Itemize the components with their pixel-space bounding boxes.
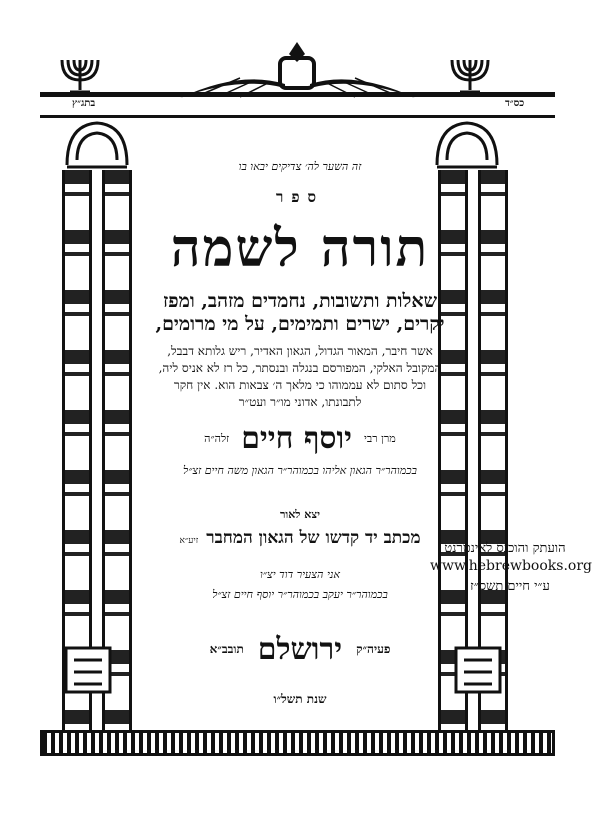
header-left-corner: בתג״ץ xyxy=(72,98,96,109)
para-line-3: וכל סתום לא עממוהו כי מלאך ה׳ צבאות הוא. אין חקר xyxy=(173,378,427,392)
subtitle-line-1: שאלות ותשובות, נחמדים מזהב, ומפז xyxy=(162,290,438,312)
left-column-base xyxy=(62,640,114,700)
para-line-2: המקובל האלקי, המפורסם בנגלה ובנסתר, כל רז לא אניס ליה, xyxy=(158,361,442,375)
publisher-suffix: תובב״א xyxy=(209,642,244,656)
manuscript-suffix: זיע״א xyxy=(179,536,199,546)
sefer-label: ספר xyxy=(275,188,325,206)
published-label: יצא לאור xyxy=(280,508,320,521)
year-line: שנת תשל״ו xyxy=(273,692,327,706)
watermark-url: www.hebrewbooks.org xyxy=(430,558,592,574)
top-verse: זה השער לה׳ צדיקים יבאו בו xyxy=(238,160,362,173)
frame-bottom-border xyxy=(40,730,555,756)
author-row xyxy=(128,418,472,458)
editor-line-1: אני הצעיר דוד יצ״ו xyxy=(259,568,341,581)
author-name: יוסף חיים xyxy=(241,420,353,456)
lineage-line: בכמוהר״ר הגאון אליהו בכמוהר״ר הגאון משה חיים זצ״ל xyxy=(183,464,417,477)
author-prefix: מרן רבי xyxy=(364,431,396,445)
crest-icon xyxy=(180,40,415,100)
header-right-corner: כס״ד xyxy=(505,98,525,109)
left-menorah-icon xyxy=(55,55,105,95)
book-title: תורה לשמה xyxy=(170,218,430,279)
publisher-prefix: פעיה״ק xyxy=(356,642,391,656)
publisher-row xyxy=(128,632,472,667)
watermark-line-1: הועתק והוכנס לאינטרנט xyxy=(444,541,566,556)
author-suffix: זלה״ה xyxy=(204,431,230,445)
city-name: ירושלם xyxy=(257,632,343,667)
manuscript-text: מכתב יד קדשו של הגאון המחבר xyxy=(206,528,421,548)
watermark-line-3: ע״י חיים תשס״ז xyxy=(470,579,550,594)
left-column-capital xyxy=(62,115,132,170)
subtitle-line-2: יקרים, ישרים ותמימים, על מי מרומים, xyxy=(155,313,445,335)
para-line-4: לתבונתו, אדוני מו״ר ועט״ר xyxy=(238,395,362,409)
right-menorah-icon xyxy=(445,55,495,95)
editor-line-2: בכמוהר״ר יעקב בכמוהר״ר יוסף חיים זצ״ל xyxy=(212,588,388,601)
para-line-1: אשר חיבר, המאור הגדול, הגאון האדיר, ריש גלותא דבבל, xyxy=(167,344,433,358)
